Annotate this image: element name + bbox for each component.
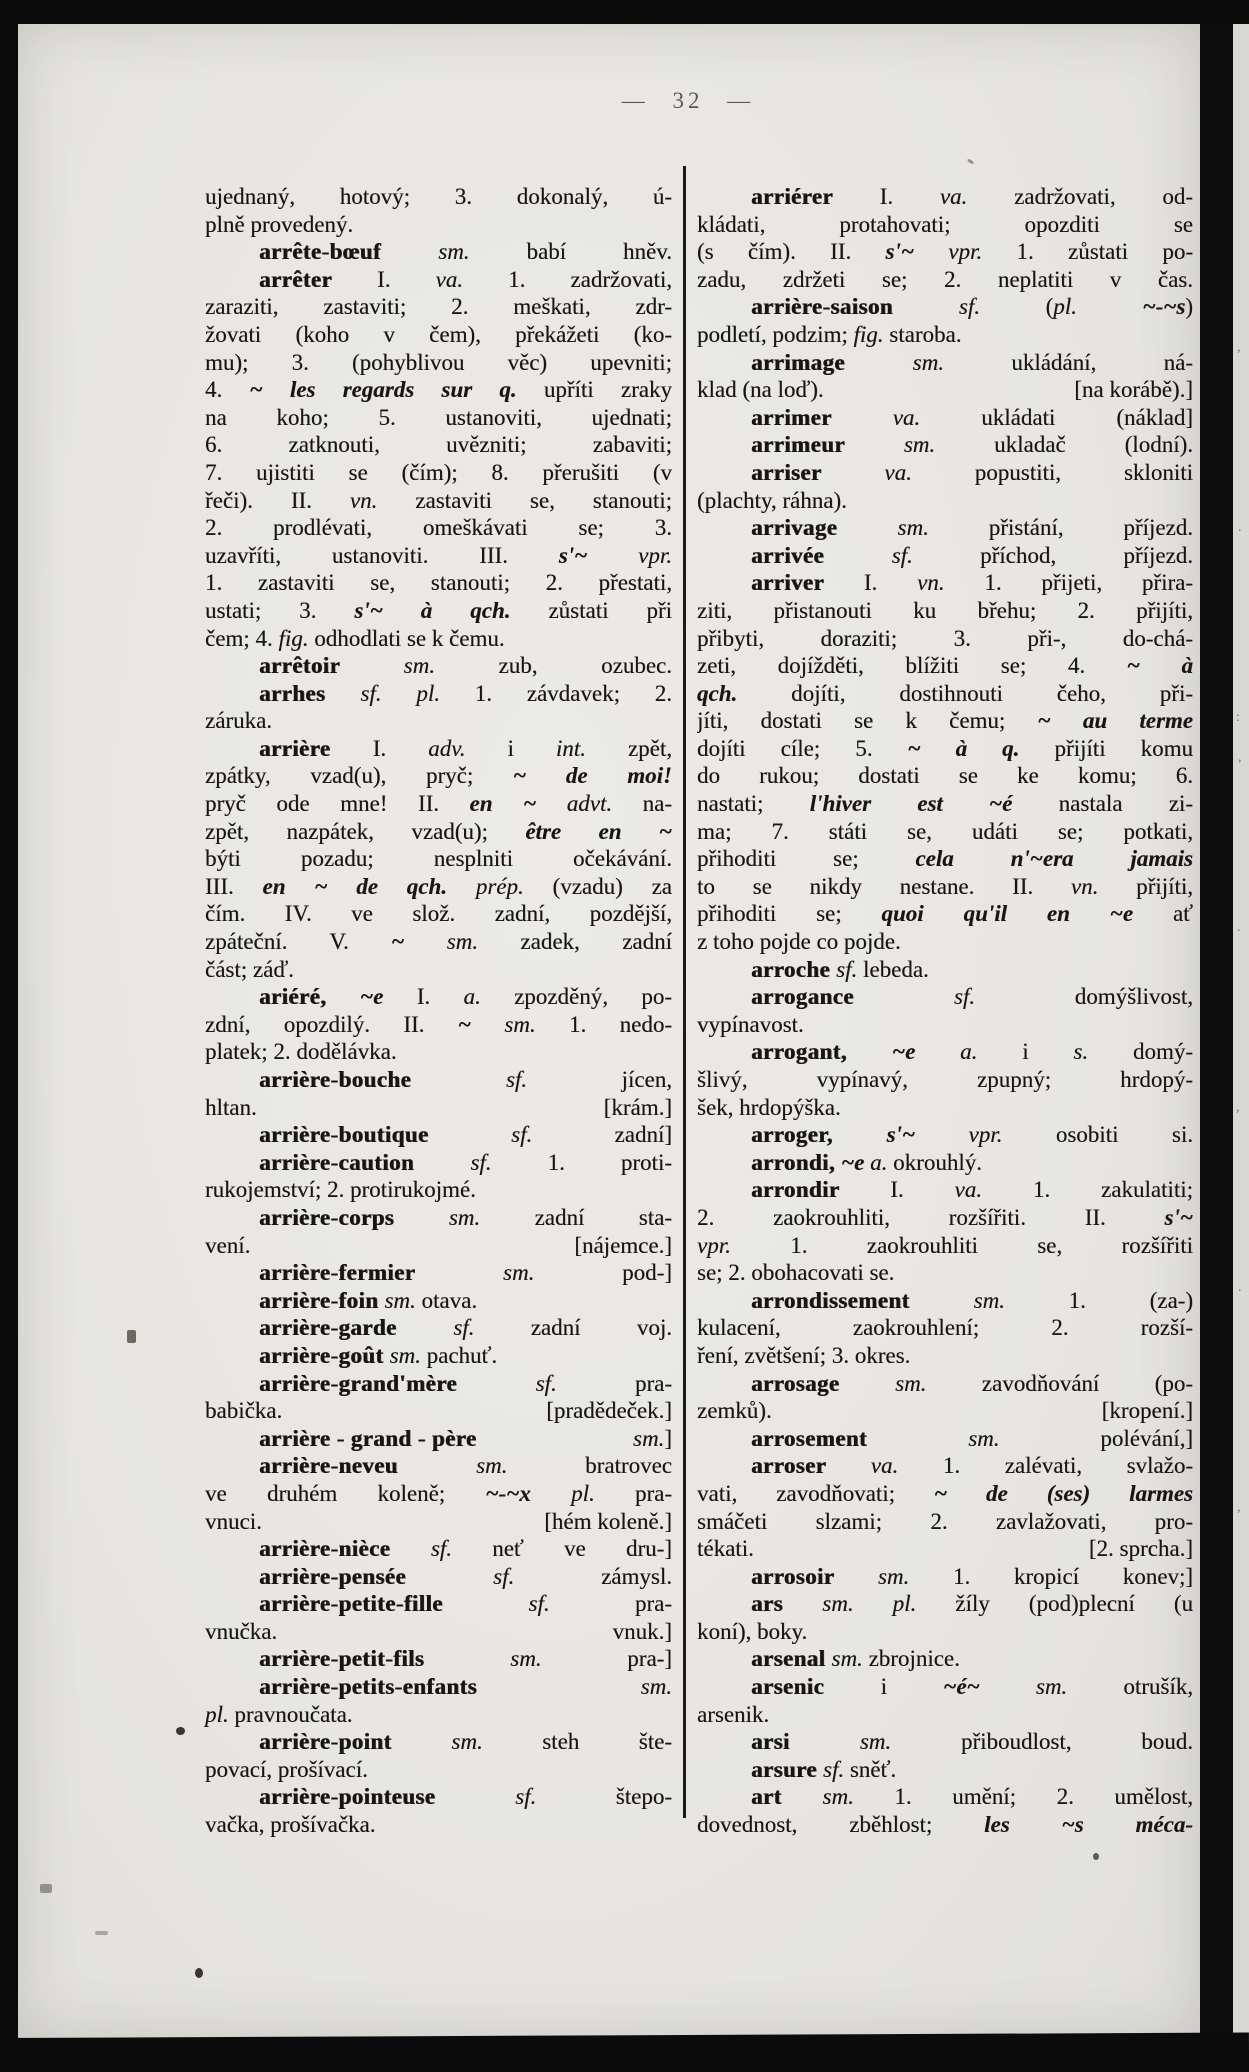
dict-line: ve druhém koleně; ~-~x pl. pra- [205, 1480, 672, 1506]
dict-line: dojíti cíle; 5. ~ à q. přijíti komu [697, 735, 1193, 761]
dict-line: vypínavost. [697, 1011, 804, 1037]
dict-line: přihoditi se; cela n'~era jamais [697, 846, 1193, 872]
dict-line: z toho pojde co pojde. [697, 929, 901, 955]
dict-line: podletí, podzim; fig. staroba. [697, 321, 962, 347]
scan-border-left [0, 0, 18, 2072]
dict-line: záruka. [205, 708, 273, 734]
dict-line: vnuci. [hém koleně.] [205, 1508, 672, 1534]
bleed-mark: . [1238, 1280, 1242, 1295]
dict-line: tékati. [2. sprcha.] [697, 1536, 1193, 1562]
dict-line: pl. pravnoučata. [205, 1701, 353, 1727]
dict-line: jíti, dostati se k čemu; ~ au terme [697, 708, 1193, 734]
dict-line: arsi sm. přiboudlost, boud. [751, 1729, 1193, 1755]
dict-line: arrière-petit-fils sm. pra-] [259, 1646, 672, 1672]
dict-line: to se nikdy nestane. II. vn. přijíti, [697, 873, 1193, 899]
dict-line: arrière-boutique sf. zadní] [259, 1122, 672, 1148]
dict-line: čím. IV. ve slož. zadní, pozdější, [205, 901, 672, 927]
bleed-mark: : [1236, 710, 1240, 725]
dict-line: ziti, přistanouti ku břehu; 2. přijíti, [697, 597, 1193, 623]
bleed-mark: . [1237, 920, 1241, 935]
dict-line: arrondi, ~e a. okrouhlý. [751, 1149, 982, 1175]
dict-line: (s čím). II. s'~ vpr. 1. zůstati po- [697, 239, 1193, 265]
dict-line: ujednaný, hotový; 3. dokonalý, ú- [205, 184, 672, 209]
dict-line: arrivage sm. přistání, příjezd. [751, 515, 1193, 541]
dict-line: rukojemství; 2. protirukojmé. [205, 1177, 476, 1203]
dict-line: (plachty, ráhna). [697, 487, 847, 513]
dict-line: čem; 4. fig. odhodlati se k čemu. [205, 625, 505, 651]
dict-line: arroser va. 1. zalévati, svlažo- [751, 1453, 1193, 1479]
dict-line: arrière - grand - père sm.] [259, 1425, 672, 1451]
dict-line: 4. ~ les regards sur q. upříti zraky [205, 377, 672, 403]
bleed-mark: . [1238, 520, 1242, 535]
dict-line: šek, hrdopýška. [697, 1094, 841, 1120]
dict-line: arrière-pointeuse sf. štepo- [259, 1784, 672, 1810]
dict-line: mu); 3. (pohyblivou věc) upevniti; [205, 349, 672, 375]
dict-line: arrosement sm. polévání,] [751, 1425, 1193, 1451]
dict-line: arsenik. [697, 1701, 770, 1727]
dict-line: arrosage sm. zavodňování (po- [751, 1370, 1193, 1396]
dict-line: šlivý, vypínavý, zpupný; hrdopý- [697, 1067, 1193, 1092]
dict-line: arrondissement sm. 1. (za-) [751, 1287, 1193, 1313]
dict-line: arrière-foin sm. otava. [259, 1287, 478, 1313]
dict-line: 7. ujistiti se (čím); 8. přerušiti (v [205, 459, 672, 485]
dict-line: arrogant, ~e a. i s. domý- [751, 1039, 1193, 1065]
dict-line: uzavříti, ustanoviti. III. s'~ vpr. [205, 542, 672, 568]
adjacent-page-strip [1233, 20, 1249, 2050]
dict-line: arrogance sf. domýšlivost, [751, 984, 1193, 1010]
ink-speck [176, 1727, 185, 1735]
dict-line: arrière-point sm. steh šte- [259, 1729, 672, 1755]
dict-line: nastati; l'hiver est ~é nastala zi- [697, 791, 1193, 817]
dict-line: art sm. 1. umění; 2. umělost, [751, 1784, 1193, 1810]
dict-line: ření, zvětšení; 3. okres. [697, 1342, 911, 1368]
dict-line: arsenic i ~é~ sm. otrušík, [751, 1674, 1193, 1700]
dict-line: arrimer va. ukládati (náklad] [751, 404, 1193, 430]
dict-line: býti pozadu; nesplniti očekávání. [205, 846, 672, 872]
dict-line: arrière-pensée sf. zámysl. [259, 1563, 672, 1589]
dict-line: arrimage sm. ukládání, ná- [751, 349, 1193, 375]
dict-line: arrête-bœuf sm. babí hněv. [259, 239, 672, 265]
bleed-mark: , [1236, 1100, 1240, 1115]
book-edge-band [1200, 0, 1233, 2072]
dict-line: přibyti, doraziti; 3. při-, do-chá- [697, 625, 1193, 651]
dict-line: arrière-bouche sf. jícen, [259, 1067, 672, 1092]
dict-line: přihoditi se; quoi qu'il en ~e ať [697, 901, 1193, 927]
dict-line: vačka, prošívačka. [205, 1812, 376, 1838]
dict-line: arroger, s'~ vpr. osobiti si. [751, 1122, 1193, 1148]
dict-line: arrière-petite-fille sf. pra- [259, 1591, 672, 1617]
dict-line: arrêter I. va. 1. zadržovati, [259, 266, 672, 292]
dict-line: zeti, dojížděti, blížiti se; 4. ~ à [697, 653, 1193, 679]
dict-line: povací, prošívací. [205, 1756, 368, 1782]
dict-line: smáčeti slzami; 2. zavlažovati, pro- [697, 1508, 1193, 1534]
dict-line: ariéré, ~e I. a. zpozděný, po- [259, 984, 672, 1010]
dict-line: arriver I. vn. 1. přijeti, přira- [751, 570, 1193, 596]
dict-line: arrière-caution sf. 1. proti- [259, 1149, 672, 1175]
dict-line: zpět, nazpátek, vzad(u); être en ~ [205, 818, 672, 844]
dict-line: arrière-fermier sm. pod-] [259, 1260, 672, 1286]
dict-line: vati, zavodňovati; ~ de (ses) larmes [697, 1480, 1193, 1506]
scan-border-top [0, 0, 1249, 24]
dict-line: plně provedený. [205, 211, 354, 237]
dict-line: vnučka. vnuk.] [205, 1618, 672, 1644]
dict-line: klad (na loď). [na korábě).] [697, 377, 1193, 403]
bleed-mark: , [1237, 340, 1241, 355]
dictionary-column-left [205, 183, 672, 1839]
page-number: — 32 — [621, 88, 755, 113]
dict-line: arrimeur sm. ukladač (lodní). [751, 432, 1193, 458]
column-divider [683, 166, 686, 1818]
dict-line: dovednost, zběhlost; les ~s méca- [697, 1812, 1193, 1838]
bleed-mark: , [1237, 1500, 1241, 1515]
dict-line: arrière-saison sf. (pl. ~-~s) [751, 294, 1193, 320]
dict-line: žovati (koho v čem), překážeti (ko- [205, 321, 672, 347]
dict-line: zemků). [kropení.] [697, 1398, 1193, 1424]
dict-line: hltan. [krám.] [205, 1094, 672, 1120]
ink-speck [127, 1330, 136, 1343]
dictionary-column-right [697, 183, 1193, 1839]
ink-speck [1093, 1853, 1099, 1860]
scan-border-bottom [0, 2033, 1249, 2072]
dict-line: qch. dojíti, dostihnouti čeho, při- [697, 680, 1193, 706]
dict-line: zpáteční. V. ~ sm. zadek, zadní [205, 929, 672, 955]
dict-line: arrêtoir sm. zub, ozubec. [259, 653, 672, 679]
dict-line: kládati, protahovati; opozditi se [697, 211, 1193, 237]
bleed-mark: , [1238, 750, 1242, 765]
dict-line: arrosoir sm. 1. kropicí konev;] [751, 1563, 1193, 1589]
dict-line: platek; 2. dodělávka. [205, 1039, 397, 1065]
dict-line: do rukou; dostati se ke komu; 6. [697, 763, 1193, 789]
dict-line: kulacení, zaokrouhlení; 2. rozší- [697, 1315, 1193, 1341]
dict-line: pryč ode mne! II. en ~ advt. na- [205, 791, 672, 817]
dict-line: koní), boky. [697, 1618, 808, 1644]
dict-line: 2. prodlévati, omeškávati se; 3. [205, 515, 672, 541]
dict-line: arrivée sf. příchod, příjezd. [751, 542, 1193, 568]
dict-line: arriser va. popustiti, skloniti [751, 459, 1193, 485]
dict-line: zaraziti, zastaviti; 2. meškati, zdr- [205, 294, 672, 320]
dict-line: arrière-grand'mère sf. pra- [259, 1370, 672, 1396]
dict-line: vpr. 1. zaokrouhliti se, rozšířiti [697, 1232, 1193, 1258]
dict-line: se; 2. obohacovati se. [697, 1260, 895, 1286]
dict-line: arroche sf. lebeda. [751, 956, 929, 982]
dict-line: vení. [nájemce.] [205, 1232, 672, 1258]
dict-line: arrière-corps sm. zadní sta- [259, 1204, 672, 1230]
dict-line: arrière-neveu sm. bratrovec [259, 1453, 672, 1479]
ink-speck [95, 1931, 108, 1935]
dict-line: arrhes sf. pl. 1. závdavek; 2. [259, 680, 672, 706]
dict-line: zdní, opozdilý. II. ~ sm. 1. nedo- [205, 1011, 672, 1037]
dict-line: 6. zatknouti, uvězniti; zabaviti; [205, 432, 672, 458]
dict-line: 1. zastaviti se, stanouti; 2. přestati, [205, 570, 672, 596]
dict-line: 2. zaokrouhliti, rozšířiti. II. s'~ [697, 1204, 1193, 1230]
dict-line: arrière I. adv. i int. zpět, [259, 735, 672, 761]
dict-line: III. en ~ de qch. prép. (vzadu) za [205, 873, 672, 899]
dict-line: arrière-goût sm. pachuť. [259, 1342, 498, 1368]
dict-line: arriérer I. va. zadržovati, od- [751, 184, 1193, 209]
dict-line: ma; 7. státi se, udáti se; potkati, [697, 818, 1193, 844]
dict-line: část; záď. [205, 956, 294, 982]
dict-line: arrière-garde sf. zadní voj. [259, 1315, 672, 1341]
dict-line: na koho; 5. ustanoviti, ujednati; [205, 404, 672, 430]
ink-speck [40, 1884, 52, 1893]
dict-line: arrière-nièce sf. neť ve dru-] [259, 1536, 672, 1562]
ink-speck [195, 1968, 203, 1978]
dict-line: zadu, zdržeti se; 2. neplatiti v čas. [697, 266, 1193, 292]
dict-line: arrondir I. va. 1. zakulatiti; [751, 1177, 1193, 1203]
dict-line: ars sm. pl. žíly (pod)plecní (u [751, 1591, 1193, 1617]
dict-line: zpátky, vzad(u), pryč; ~ de moi! [205, 763, 672, 789]
dict-line: arsure sf. sněť. [751, 1756, 897, 1782]
dict-line: arsenal sm. zbrojnice. [751, 1646, 960, 1672]
dict-line: ustati; 3. s'~ à qch. zůstati při [205, 597, 672, 623]
dict-line: arrière-petits-enfants sm. [259, 1674, 672, 1700]
dict-line: babička. [pradědeček.] [205, 1398, 672, 1424]
dict-line: řeči). II. vn. zastaviti se, stanouti; [205, 487, 672, 513]
